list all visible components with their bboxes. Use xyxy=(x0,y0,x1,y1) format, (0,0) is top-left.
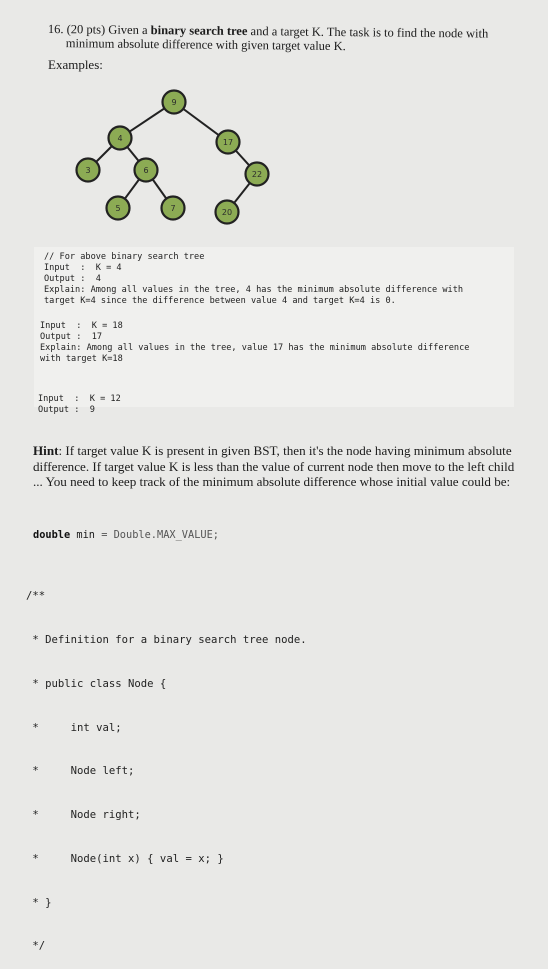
examples-code-box xyxy=(34,247,514,415)
code-line: * public class Node { xyxy=(26,677,167,690)
node-class-comment xyxy=(26,560,307,969)
example3-output: Output : 9 xyxy=(38,405,95,415)
example1-input: Input : K = 4 xyxy=(44,263,122,273)
example1-output: Output : 4 xyxy=(44,274,101,284)
question-line2: minimum absolute difference with given target value K. xyxy=(65,36,346,54)
code-line: * Node right; xyxy=(26,809,141,822)
min-variable: min xyxy=(70,529,102,541)
example2-explain-line1: Explain: Among all values in the tree, value 17 has the minimum absolute difference xyxy=(40,343,470,353)
code-line: */ xyxy=(26,940,46,953)
example3-input: Input : K = 12 xyxy=(38,394,121,404)
tree-node-label: 7 xyxy=(170,204,176,213)
code-line: * Definition for a binary search tree node. xyxy=(26,633,307,646)
tree-node-label: 3 xyxy=(85,166,91,175)
tree-node-label: 4 xyxy=(117,134,123,143)
double-keyword: double xyxy=(33,529,71,541)
example1-explain-line1: Explain: Among all values in the tree, 4 has the minimum absolute difference with xyxy=(44,285,464,295)
hint-paragraph xyxy=(33,443,523,490)
code-line: * Node(int x) { val = x; } xyxy=(26,852,224,865)
tree-node-label: 9 xyxy=(171,98,177,107)
tree-node-label: 17 xyxy=(222,138,234,147)
example2-explain-line2: with target K=18 xyxy=(40,354,123,364)
tree-node-label: 22 xyxy=(251,170,263,179)
code-line: * Node left; xyxy=(26,765,135,778)
bst-diagram xyxy=(60,88,280,230)
tree-node-label: 5 xyxy=(115,204,121,213)
tree-node-label: 6 xyxy=(143,166,149,175)
hint-label: Hint xyxy=(33,443,59,458)
assign-operator: = xyxy=(101,529,114,541)
init-code-line xyxy=(33,529,219,541)
example-comment: // For above binary search tree xyxy=(44,252,205,262)
example1-explain-line2: target K=4 since the difference between value 4 and target K=4 is 0. xyxy=(44,296,396,306)
question-text xyxy=(48,22,518,55)
examples-label: Examples: xyxy=(48,57,103,72)
code-line: /** xyxy=(26,590,46,603)
code-line: * int val; xyxy=(26,721,122,734)
code-line: * } xyxy=(26,896,52,909)
question-bold-term: binary search tree xyxy=(150,23,248,39)
question-number: 16. xyxy=(47,22,64,37)
question-points: (20 pts) xyxy=(66,22,106,37)
example2-output: Output : 17 xyxy=(40,332,103,342)
question-text-b: and a target K. The task is to find the node with xyxy=(250,24,489,41)
hint-text: : If target value K is present in given BST, then it's the node having minimum absolute difference. If target value K is less than the value of current node then move to the left child ... You need to keep track of the minimum absolute difference whose initial value could be: xyxy=(33,443,515,489)
max-value-literal: Double.MAX_VALUE; xyxy=(113,529,219,541)
question-text-a: Given a xyxy=(108,22,148,38)
example2-input: Input : K = 18 xyxy=(40,321,123,331)
tree-node-label: 20 xyxy=(221,208,233,217)
